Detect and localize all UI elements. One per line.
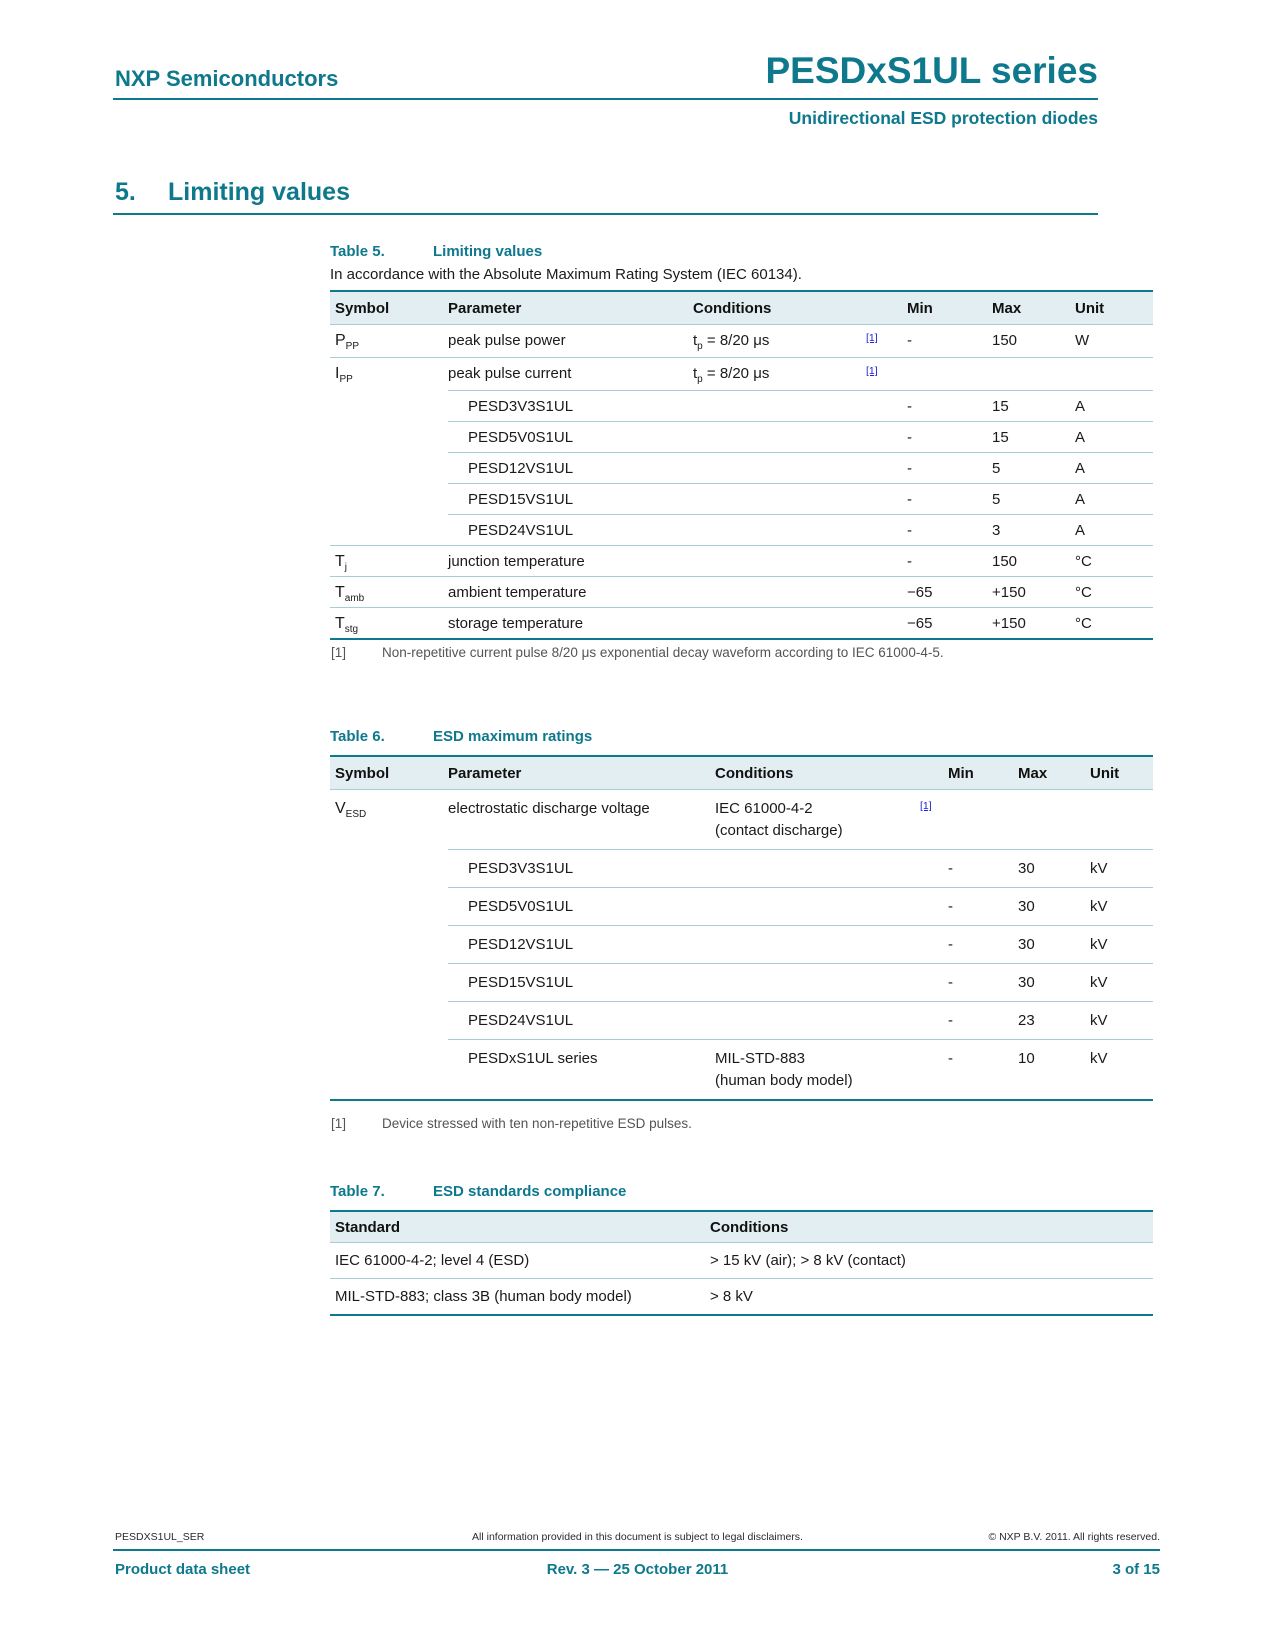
unit-cell: W [1075, 332, 1090, 349]
table6-caption-label: Table 6. [330, 728, 385, 745]
min-cell: - [948, 926, 1018, 964]
parameter-cell: ambient temperature [448, 577, 693, 608]
table5-caption [330, 243, 1153, 260]
unit-cell: kV [1090, 1002, 1153, 1040]
min-cell: - [948, 964, 1018, 1002]
footnote-ref-cell [866, 358, 907, 391]
footnote-ref-cell [920, 1040, 948, 1101]
section-number: 5. [115, 178, 136, 206]
footer-divider [113, 1549, 1160, 1551]
parameter-cell: PESD24VS1UL [448, 515, 693, 546]
footnote-ref-cell [866, 515, 907, 546]
max-cell: 15 [992, 422, 1075, 453]
column-header-symbol: Symbol [330, 756, 448, 790]
max-cell: +150 [992, 577, 1075, 608]
table5-note: In accordance with the Absolute Maximum Rating System (IEC 60134). [330, 266, 802, 283]
footnote-ref-cell [866, 391, 907, 422]
footnote-marker: [1] [331, 645, 347, 660]
footnote-ref-cell [866, 453, 907, 484]
symbol-cell [330, 453, 448, 484]
table7-caption-label: Table 7. [330, 1183, 385, 1200]
table5-caption-label: Table 5. [330, 243, 385, 260]
table-row [330, 888, 1153, 926]
min-cell: - [907, 422, 992, 453]
column-header-ref [866, 291, 907, 325]
parameter-cell: peak pulse current [448, 358, 693, 391]
footnote-ref-cell [866, 546, 907, 577]
footnote-ref-cell [866, 422, 907, 453]
table-row [330, 850, 1153, 888]
footnote-ref-cell [920, 850, 948, 888]
min-cell [907, 358, 992, 391]
table-row [330, 1243, 1153, 1279]
table-row [330, 790, 1153, 850]
conditions-cell [715, 964, 920, 1002]
conditions-cell: IEC 61000-4-2 (contact discharge) [715, 800, 843, 839]
footer-title-line [115, 1561, 1160, 1581]
parameter-cell: PESD12VS1UL [448, 453, 693, 484]
standard-cell: IEC 61000-4-2; level 4 (ESD) [335, 1252, 530, 1269]
unit-cell: kV [1090, 964, 1153, 1002]
conditions-cell [715, 926, 920, 964]
symbol-cell [330, 422, 448, 453]
max-cell: 5 [992, 453, 1075, 484]
column-header-min: Min [907, 291, 992, 325]
unit-cell: A [1075, 391, 1153, 422]
unit-cell: °C [1075, 546, 1153, 577]
unit-cell: °C [1075, 577, 1153, 608]
min-cell [948, 790, 1018, 850]
symbol-cell [330, 926, 448, 964]
table6-footnote [331, 1116, 1153, 1131]
table6-caption [330, 728, 1153, 745]
parameter-cell: PESD3V3S1UL [448, 850, 715, 888]
column-header-parameter: Parameter [448, 291, 693, 325]
parameter-cell: junction temperature [448, 546, 693, 577]
table-row [330, 608, 1153, 640]
symbol-cell: $T_{amb}$ [330, 577, 448, 608]
min-cell: - [948, 888, 1018, 926]
max-cell: 30 [1018, 964, 1090, 1002]
unit-cell: A [1075, 484, 1153, 515]
conditions-cell: $t_p = 8/20$ μs [693, 332, 770, 352]
parameter-cell: PESD15VS1UL [448, 484, 693, 515]
conditions-cell [693, 546, 866, 577]
symbol-cell [330, 850, 448, 888]
parameter-cell: peak pulse power [448, 332, 566, 349]
table5-caption-title: Limiting values [433, 243, 543, 260]
max-cell [992, 358, 1075, 391]
min-cell: - [907, 515, 992, 546]
table-row [330, 358, 1153, 391]
max-cell: 30 [1018, 888, 1090, 926]
footer-revision: Rev. 3 — 25 October 2011 [546, 1561, 729, 1578]
section-divider [113, 213, 1098, 215]
symbol-cell [330, 1002, 448, 1040]
footnote-text: Non-repetitive current pulse 8/20 μs exponential decay waveform according to IEC 61000-4-5. [382, 645, 944, 660]
column-header-conditions: Conditions [693, 291, 866, 325]
footnote-ref-cell [866, 484, 907, 515]
footer-legal-text: All information provided in this document is subject to legal disclaimers. [472, 1531, 803, 1543]
min-cell: - [907, 453, 992, 484]
min-cell: - [948, 1002, 1018, 1040]
table6-header-row [330, 756, 1153, 790]
conditions-cell [715, 850, 920, 888]
footnote-ref-cell [920, 1002, 948, 1040]
parameter-cell: PESD24VS1UL [448, 1002, 715, 1040]
table-row [330, 577, 1153, 608]
conditions-cell [693, 453, 866, 484]
footnote-ref-cell [866, 325, 907, 358]
parameter-cell: electrostatic discharge voltage [448, 800, 650, 817]
parameter-cell: PESD12VS1UL [448, 926, 715, 964]
table7-caption-title: ESD standards compliance [433, 1183, 627, 1200]
footer-info-line [115, 1531, 1160, 1545]
conditions-cell [693, 422, 866, 453]
table-row [330, 964, 1153, 1002]
table-row [330, 325, 1153, 358]
column-header-conditions: Conditions [715, 756, 920, 790]
symbol-cell [330, 515, 448, 546]
table5-header-row [330, 291, 1153, 325]
parameter-cell: PESD5V0S1UL [448, 422, 693, 453]
footnote-ref-cell [920, 926, 948, 964]
footer-copyright: © NXP B.V. 2011. All rights reserved. [988, 1531, 1160, 1543]
max-cell: 23 [1018, 1002, 1090, 1040]
min-cell: −65 [907, 608, 992, 640]
symbol-cell [330, 484, 448, 515]
table7-caption [330, 1183, 1153, 1200]
limiting-values-table [330, 290, 1153, 640]
symbol-cell [330, 888, 448, 926]
table-row [330, 1002, 1153, 1040]
footnote-ref-cell [920, 888, 948, 926]
max-cell: 15 [992, 391, 1075, 422]
unit-cell: A [1075, 453, 1153, 484]
min-cell: - [907, 546, 992, 577]
esd-standards-compliance-table [330, 1210, 1153, 1316]
unit-cell: A [1075, 422, 1153, 453]
footnote-ref-link[interactable]: [1] [866, 332, 878, 344]
max-cell: 150 [992, 332, 1018, 349]
parameter-cell: PESD3V3S1UL [448, 391, 693, 422]
symbol-cell: $P_{PP}$ [335, 332, 360, 352]
conditions-cell: > 8 kV [710, 1279, 1153, 1316]
symbol-cell: $I_{PP}$ [330, 358, 448, 391]
column-header-parameter: Parameter [448, 756, 715, 790]
table-row [330, 1279, 1153, 1316]
max-cell: 150 [992, 546, 1075, 577]
footnote-ref-link[interactable]: [1] [920, 800, 932, 812]
min-cell: −65 [907, 577, 992, 608]
max-cell: 30 [1018, 926, 1090, 964]
table-row [330, 391, 1153, 422]
table-row [330, 484, 1153, 515]
max-cell: 3 [992, 515, 1075, 546]
unit-cell: kV [1090, 888, 1153, 926]
column-header-conditions: Conditions [710, 1211, 1153, 1243]
table6-caption-title: ESD maximum ratings [433, 728, 593, 745]
footnote-ref-cell [866, 577, 907, 608]
conditions-cell [693, 577, 866, 608]
footnote-ref-cell [920, 790, 948, 850]
column-header-unit: Unit [1090, 756, 1153, 790]
parameter-cell: storage temperature [448, 608, 693, 640]
section-heading [115, 178, 350, 207]
footer-page-number: 3 of 15 [1112, 1561, 1160, 1578]
table-row [330, 422, 1153, 453]
conditions-cell: $t_p = 8/20$ μs [693, 358, 866, 391]
unit-cell: kV [1090, 1040, 1153, 1101]
column-header-max: Max [1018, 756, 1090, 790]
max-cell: 10 [1018, 1040, 1090, 1101]
column-header-min: Min [948, 756, 1018, 790]
min-cell: - [948, 850, 1018, 888]
header-divider [113, 98, 1098, 100]
max-cell: 5 [992, 484, 1075, 515]
parameter-cell: PESD5V0S1UL [448, 888, 715, 926]
min-cell: - [948, 1040, 1018, 1101]
vendor-name: NXP Semiconductors [115, 66, 339, 91]
parameter-cell: PESD15VS1UL [448, 964, 715, 1002]
column-header-max: Max [992, 291, 1075, 325]
table7-header-row [330, 1211, 1153, 1243]
document-subtitle: Unidirectional ESD protection diodes [788, 108, 1098, 128]
conditions-cell [715, 1002, 920, 1040]
standard-cell: MIL-STD-883; class 3B (human body model) [330, 1279, 710, 1316]
conditions-cell [693, 608, 866, 640]
footnote-ref-link[interactable]: [1] [866, 365, 878, 377]
conditions-cell: MIL-STD-883 (human body model) [715, 1040, 920, 1101]
max-cell: +150 [992, 608, 1075, 640]
symbol-cell: $T_j$ [330, 546, 448, 577]
unit-cell: kV [1090, 926, 1153, 964]
table-row [330, 1040, 1153, 1101]
conditions-cell [693, 391, 866, 422]
unit-cell [1090, 790, 1153, 850]
table5-footnote [331, 645, 1153, 660]
parameter-cell: PESDxS1UL series [448, 1040, 715, 1101]
max-cell [1018, 790, 1090, 850]
column-header-standard: Standard [330, 1211, 710, 1243]
min-cell: - [907, 391, 992, 422]
document-title: PESDxS1UL series [765, 50, 1098, 91]
column-header-unit: Unit [1075, 291, 1153, 325]
symbol-cell: $V_{ESD}$ [335, 800, 367, 820]
footnote-marker: [1] [331, 1116, 347, 1131]
unit-cell: °C [1075, 608, 1153, 640]
conditions-cell [715, 888, 920, 926]
symbol-cell: $T_{stg}$ [330, 608, 448, 640]
symbol-cell [330, 1040, 448, 1101]
footnote-text: Device stressed with ten non-repetitive ESD pulses. [382, 1116, 692, 1131]
table-row [330, 546, 1153, 577]
conditions-cell [693, 515, 866, 546]
section-title: Limiting values [168, 178, 350, 206]
conditions-cell [693, 484, 866, 515]
footnote-ref-cell [866, 608, 907, 640]
min-cell: - [907, 484, 992, 515]
unit-cell: A [1075, 515, 1153, 546]
footer-doc-type: Product data sheet [115, 1561, 251, 1578]
table-row [330, 926, 1153, 964]
footer-doc-id: PESDXS1UL_SER [115, 1531, 205, 1543]
footnote-ref-cell [920, 964, 948, 1002]
symbol-cell [330, 391, 448, 422]
column-header-ref [920, 756, 948, 790]
symbol-cell [330, 964, 448, 1002]
conditions-cell: > 15 kV (air); > 8 kV (contact) [710, 1252, 906, 1269]
esd-maximum-ratings-table [330, 755, 1153, 1101]
min-cell: - [907, 332, 912, 349]
max-cell: 30 [1018, 850, 1090, 888]
unit-cell [1075, 358, 1153, 391]
table-row [330, 515, 1153, 546]
column-header-symbol: Symbol [330, 291, 448, 325]
table-row [330, 453, 1153, 484]
unit-cell: kV [1090, 850, 1153, 888]
